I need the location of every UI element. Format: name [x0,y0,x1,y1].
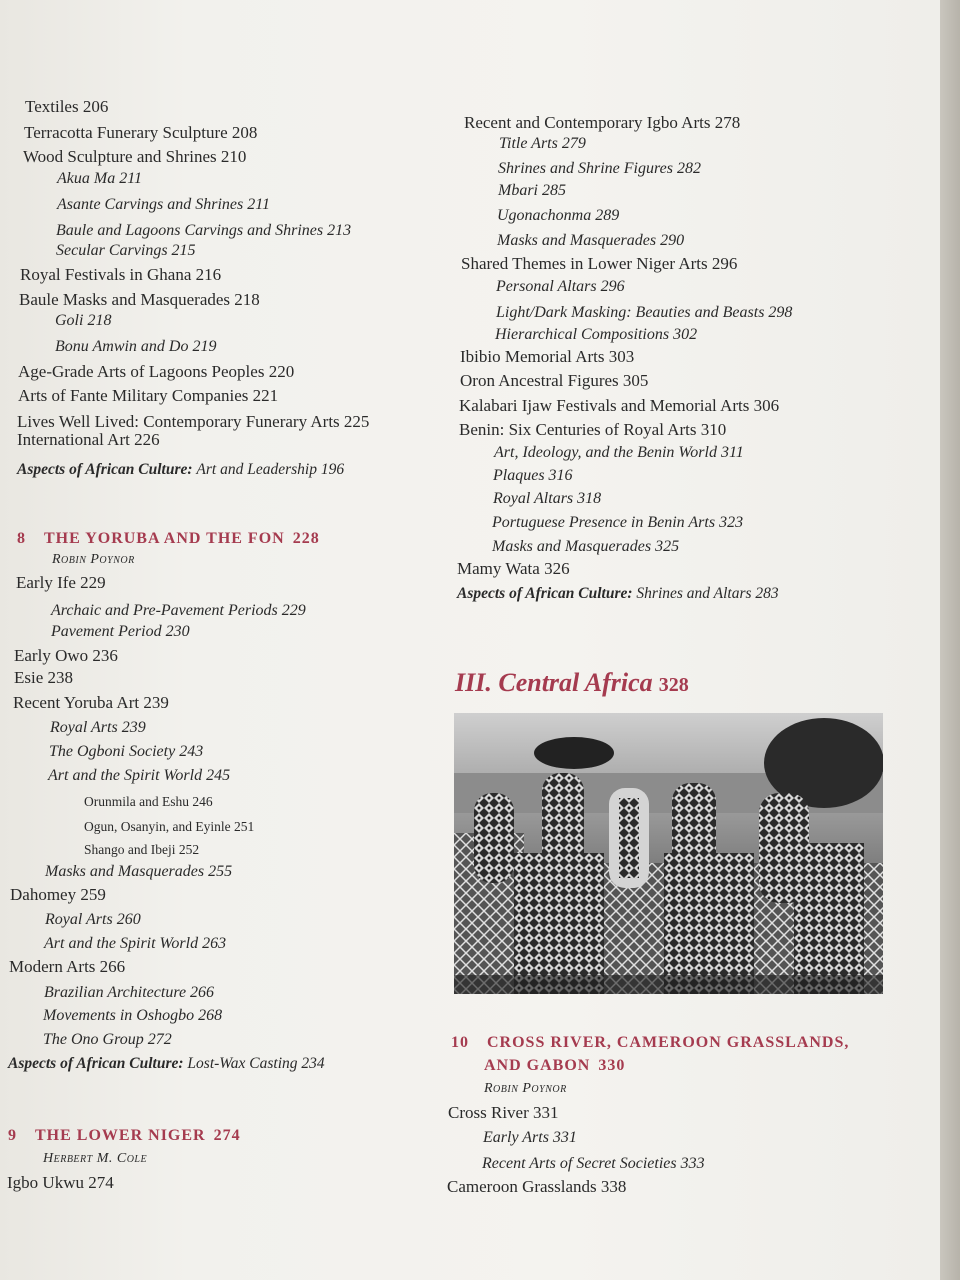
toc-subentry: Portuguese Presence in Benin Arts 323 [492,514,744,531]
aspects-text: Shrines and Altars 283 [636,585,779,602]
toc-subsubentry: Shango and Ibeji 252 [84,842,200,857]
toc-entry: Ibibio Memorial Arts 303 [460,347,635,366]
toc-subentry: Archaic and Pre-Pavement Periods 229 [51,602,306,619]
toc-entry: Modern Arts 266 [9,957,126,976]
toc-subentry: Bonu Amwin and Do 219 [55,338,217,355]
toc-entry: Shared Themes in Lower Niger Arts 296 [461,254,738,273]
toc-subentry: Art, Ideology, and the Benin World 311 [494,444,744,461]
chapter-author: Herbert M. Cole [43,1151,148,1166]
chapter-page: 274 [213,1127,241,1144]
aspects-feature [17,460,344,480]
toc-subentry: Masks and Masquerades 325 [492,538,680,555]
toc-entry: Baule Masks and Masquerades 218 [19,290,260,309]
part-title: III. Central Africa [455,668,653,697]
toc-entry: Cross River 331 [448,1103,559,1122]
chapter-number: 9 [8,1127,17,1144]
toc-entry: Benin: Six Centuries of Royal Arts 310 [459,420,727,439]
toc-subentry: Royal Arts 239 [50,719,146,736]
part-heading [455,668,689,698]
aspects-feature [457,584,779,604]
aspects-label: Aspects of African Culture: [457,585,633,602]
aspects-text: Art and Leadership 196 [196,461,345,478]
toc-entry: Early Owo 236 [14,646,118,665]
aspects-feature [8,1054,325,1074]
toc-subentry: Art and the Spirit World 245 [48,767,231,784]
toc-subentry: Recent Arts of Secret Societies 333 [482,1155,705,1172]
toc-subentry: Baule and Lagoons Carvings and Shrines 213 [56,222,352,239]
toc-subsubentry: Orunmila and Eshu 246 [84,794,213,809]
toc-entry: Dahomey 259 [10,885,106,904]
toc-entry: Esie 238 [14,668,74,687]
toc-entry: Mamy Wata 326 [457,559,570,578]
toc-entry: Recent and Contemporary Igbo Arts 278 [464,113,741,132]
toc-entry: Terracotta Funerary Sculpture 208 [24,123,258,142]
toc-subentry: The Ono Group 272 [43,1031,172,1048]
chapter-heading [17,530,320,548]
toc-subentry: Art and the Spirit World 263 [44,935,227,952]
toc-subentry: Asante Carvings and Shrines 211 [57,196,271,213]
toc-subentry: Ugonachonma 289 [497,207,620,224]
toc-subentry: Goli 218 [55,312,112,329]
aspects-label: Aspects of African Culture: [17,461,193,478]
toc-entry: Textiles 206 [25,97,109,116]
chapter-page: 330 [598,1057,626,1074]
toc-subentry: Plaques 316 [493,467,573,484]
toc-subentry: Personal Altars 296 [496,278,625,295]
toc-subentry: Royal Arts 260 [45,911,141,928]
chapter-author: Robin Poynor [484,1081,567,1096]
toc-subentry: Brazilian Architecture 266 [44,984,215,1001]
toc-entry: Royal Festivals in Ghana 216 [20,265,222,284]
aspects-text: Lost-Wax Casting 234 [187,1055,325,1072]
toc-entry: Early Ife 229 [16,573,106,592]
toc-entry: Wood Sculpture and Shrines 210 [23,147,247,166]
toc-subentry: Early Arts 331 [483,1129,577,1146]
toc-subentry: Masks and Masquerades 255 [45,863,233,880]
toc-subentry: Light/Dark Masking: Beauties and Beasts 298 [496,304,793,321]
chapter-heading-cont [484,1057,625,1075]
masquerade-photo [454,713,883,994]
toc-entry: International Art 226 [17,430,160,449]
toc-subentry: Secular Carvings 215 [56,242,196,259]
toc-subentry: Akua Ma 211 [57,170,143,187]
part-page: 328 [658,674,689,696]
toc-subentry: Masks and Masquerades 290 [497,232,685,249]
toc-subentry: Title Arts 279 [499,135,586,152]
toc-entry: Kalabari Ijaw Festivals and Memorial Arts 306 [459,396,780,415]
chapter-page: 228 [292,530,320,547]
toc-subentry: Pavement Period 230 [51,623,190,640]
toc-subentry: Royal Altars 318 [493,490,602,507]
toc-entry: Cameroon Grasslands 338 [447,1177,627,1196]
toc-subentry: Shrines and Shrine Figures 282 [498,160,701,177]
aspects-label: Aspects of African Culture: [8,1055,184,1072]
toc-entry: Recent Yoruba Art 239 [13,693,169,712]
chapter-title: THE YORUBA AND THE FON [44,530,285,547]
toc-entry: Igbo Ukwu 274 [7,1173,114,1192]
toc-entry: Lives Well Lived: Contemporary Funerary Arts 225 [17,412,370,431]
chapter-number: 8 [17,530,26,547]
chapter-title-line1: CROSS RIVER, CAMEROON GRASSLANDS, [487,1034,850,1051]
toc-subentry: The Ogboni Society 243 [49,743,204,760]
chapter-heading [451,1034,849,1052]
chapter-author: Robin Poynor [52,552,135,567]
chapter-heading [8,1127,241,1145]
toc-subentry: Hierarchical Compositions 302 [495,326,698,343]
toc-subentry: Mbari 285 [498,182,566,199]
toc-subentry: Movements in Oshogbo 268 [43,1007,223,1024]
page-edge [940,0,960,1280]
toc-entry: Arts of Fante Military Companies 221 [18,386,279,405]
toc-entry: Oron Ancestral Figures 305 [460,371,649,390]
chapter-number: 10 [451,1034,469,1051]
toc-subsubentry: Ogun, Osanyin, and Eyinle 251 [84,819,255,834]
chapter-title-line2: AND GABON [484,1057,591,1074]
toc-entry: Age-Grade Arts of Lagoons Peoples 220 [18,362,295,381]
chapter-title: THE LOWER NIGER [35,1127,206,1144]
